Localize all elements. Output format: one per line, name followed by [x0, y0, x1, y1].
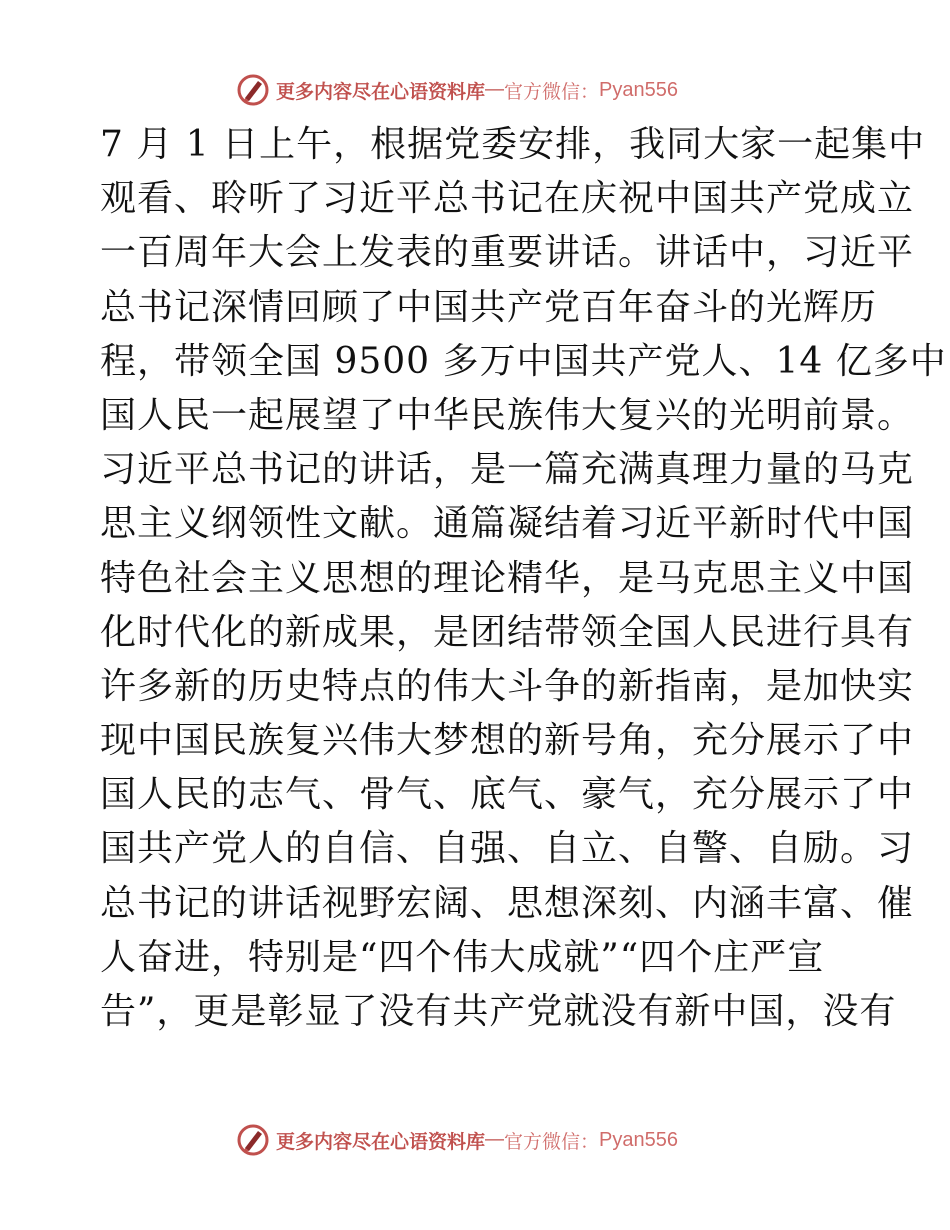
text-line: 总书记深情回顾了中国共产党百年奋斗的光辉历 — [100, 286, 878, 328]
pen-logo-icon — [236, 1123, 270, 1157]
footer-dash: — — [485, 1129, 505, 1150]
text-line: 国人民一起展望了中华民族伟大复兴的光明前景。 — [100, 394, 915, 436]
text-line: 观看、聆听了习近平总书记在庆祝中国共产党成立 — [100, 178, 915, 220]
header-banner — [236, 70, 678, 110]
header-dash: — — [485, 79, 505, 100]
text-line: 国人民的志气、骨气、底气、豪气，充分展示了中 — [100, 774, 915, 816]
text-line: 人奋进，特别是“四个伟大成就”“四个庄严宣 — [100, 936, 825, 978]
text-line: 国共产党人的自信、自强、自立、自警、自励。习 — [100, 828, 915, 870]
document-body — [100, 118, 947, 1039]
text-line: 7 月 1 日上午，根据党委安排，我同大家一起集中 — [100, 124, 926, 165]
text-line: 习近平总书记的讲话，是一篇充满真理力量的马克 — [100, 449, 915, 491]
text-line: 告”，更是彰显了没有共产党就没有新中国，没有 — [100, 991, 897, 1032]
pen-logo-icon — [236, 73, 270, 107]
header-wechat-id: Pyan556 — [599, 78, 678, 101]
text-line: 化时代化的新成果，是团结带领全国人民进行具有 — [100, 611, 915, 653]
header-brand-text: 更多内容尽在心语资料库 — [276, 80, 486, 103]
text-line: 现中国民族复兴伟大梦想的新号角，充分展示了中 — [100, 720, 915, 762]
text-line: 程，带领全国 9500 多万中国共产党人、14 亿多中 — [100, 340, 947, 382]
footer-brand-text: 更多内容尽在心语资料库 — [276, 1130, 486, 1153]
footer-wechat-id: Pyan556 — [599, 1128, 678, 1151]
text-line: 思主义纲领性文献。通篇凝结着习近平新时代中国 — [100, 503, 915, 545]
header-official-label: 官方微信： — [504, 80, 600, 103]
footer-official-label: 官方微信： — [504, 1130, 600, 1153]
footer-banner — [236, 1120, 678, 1160]
text-line: 许多新的历史特点的伟大斗争的新指南，是加快实 — [100, 665, 915, 707]
text-line: 特色社会主义思想的理论精华，是马克思主义中国 — [100, 557, 915, 599]
text-line: 一百周年大会上发表的重要讲话。讲话中，习近平 — [100, 232, 915, 274]
text-line: 总书记的讲话视野宏阔、思想深刻、内涵丰富、催 — [100, 882, 915, 924]
